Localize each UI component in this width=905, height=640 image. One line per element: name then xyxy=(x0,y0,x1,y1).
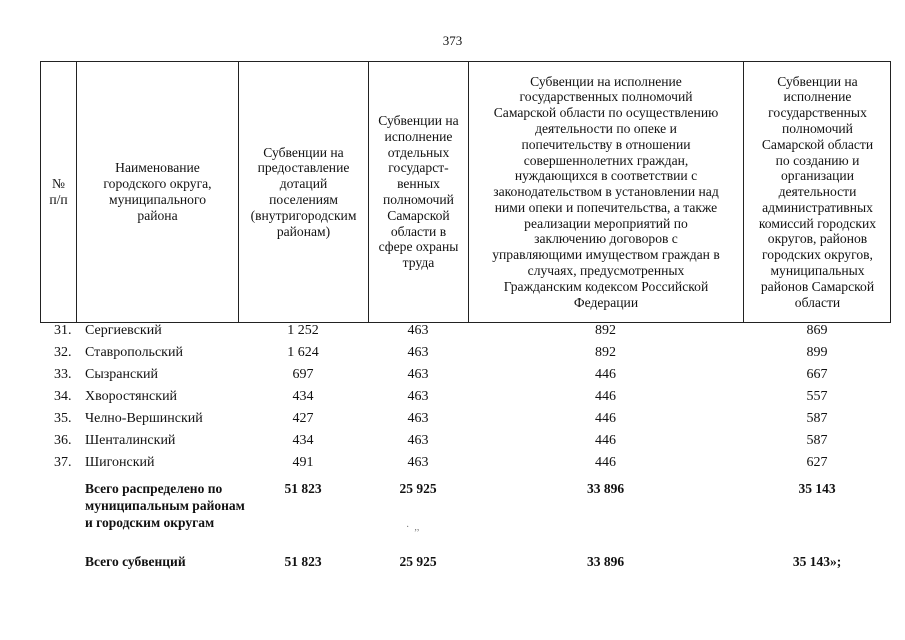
total-distributed-row xyxy=(40,480,891,548)
header-line: государст- xyxy=(388,160,449,176)
header-number xyxy=(41,62,76,322)
labor-protection-value: 463 xyxy=(407,323,429,338)
labor-protection-value: 463 xyxy=(407,389,429,404)
header-line: исполнение xyxy=(783,89,852,105)
admin-commissions-value: 587 xyxy=(806,411,828,426)
row-number: 35. xyxy=(54,411,72,426)
table-row xyxy=(40,386,891,408)
header-line: округов, районов xyxy=(767,231,868,247)
header-line: по созданию и xyxy=(775,152,860,168)
table-row xyxy=(40,320,891,342)
table-row xyxy=(40,408,891,430)
header-line: законодательством в установлении над xyxy=(493,184,719,200)
header-line: Гражданским кодексом Российской xyxy=(503,278,709,294)
header-line: нуждающихся в соответствии с xyxy=(514,168,698,184)
labor-protection-value: 463 xyxy=(407,411,429,426)
header-line: совершеннолетних граждан, xyxy=(523,152,689,168)
district-name: Шенталинский xyxy=(85,433,176,448)
district-name: Сергиевский xyxy=(85,323,162,338)
admin-commissions-value: 869 xyxy=(806,323,828,338)
header-line: государственных полномочий xyxy=(519,89,693,105)
header-line: реализации мероприятий по xyxy=(524,215,688,231)
total-labor-protection-value: 25 925 xyxy=(399,481,437,496)
header-line: Наименование xyxy=(115,160,200,176)
header-line: области xyxy=(794,294,841,310)
grants-value: 697 xyxy=(292,367,314,382)
header-name xyxy=(77,62,238,322)
admin-commissions-value: 587 xyxy=(806,433,828,448)
header-subsidies-labor-protection xyxy=(369,62,468,322)
header-line: (внутригородским xyxy=(250,207,357,223)
header-line: полномочий xyxy=(383,192,454,207)
header-line: городского округа, xyxy=(103,176,212,192)
header-line: попечительству в отношении xyxy=(521,136,691,152)
header-line: Субвенции на исполнение xyxy=(530,73,682,89)
admin-commissions-value: 557 xyxy=(806,389,828,404)
grand-total-label: Всего субвенций xyxy=(85,554,186,569)
header-line: организации xyxy=(781,168,854,184)
header-line: Самарской xyxy=(387,207,450,223)
scan-speck: · ,, xyxy=(406,522,420,533)
header-line: Самарской области xyxy=(761,136,874,152)
header-line: административных xyxy=(762,199,873,215)
header-line: заключению договоров с xyxy=(534,231,678,247)
admin-commissions-value: 627 xyxy=(806,455,828,470)
total-guardianship-value: 33 896 xyxy=(586,481,625,496)
guardianship-value: 446 xyxy=(595,389,616,404)
header-line: поселениям xyxy=(269,192,338,207)
row-number: 32. xyxy=(54,345,72,360)
header-line: венных xyxy=(397,176,440,192)
district-name: Ставропольский xyxy=(85,345,183,360)
header-line: Субвенции на xyxy=(777,73,858,89)
grand-total-row xyxy=(40,553,891,573)
header-subsidies-grants xyxy=(239,62,368,322)
header-line: Самарской области по осуществлению xyxy=(493,105,719,121)
total-admin-commissions-value: 35 143 xyxy=(798,481,836,496)
guardianship-value: 446 xyxy=(595,455,616,470)
labor-protection-value: 463 xyxy=(407,455,429,470)
row-number: 33. xyxy=(54,367,72,382)
guardianship-value: 892 xyxy=(595,345,616,360)
header-line: сфере охраны xyxy=(378,239,459,255)
district-name: Хворостянский xyxy=(85,389,178,404)
grants-value: 1 624 xyxy=(287,345,319,360)
table-row xyxy=(40,430,891,452)
total-grants-value: 51 823 xyxy=(284,481,322,496)
header-line: муниципального xyxy=(108,192,206,207)
grants-value: 434 xyxy=(292,433,314,448)
header-line: районов Самарской xyxy=(760,278,875,294)
grand-total-grants-value: 51 823 xyxy=(284,554,322,569)
header-line: района xyxy=(137,207,178,223)
header-line: районам) xyxy=(276,223,331,239)
district-name: Шигонский xyxy=(85,455,155,470)
total-distributed-label: Всего распределено по муниципальным районам и городским округам xyxy=(85,481,245,530)
header-line: труда xyxy=(402,255,435,271)
labor-protection-value: 463 xyxy=(407,345,429,360)
header-line: муниципальных xyxy=(770,263,865,279)
district-name: Челно-Вершинский xyxy=(85,411,203,426)
row-number: 36. xyxy=(54,433,72,448)
page-number: 373 xyxy=(442,33,463,48)
header-line: п/п xyxy=(49,192,68,207)
header-line: комиссий городских xyxy=(758,215,877,231)
guardianship-value: 892 xyxy=(595,323,616,338)
header-line: полномочий xyxy=(782,120,853,136)
grand-total-labor-protection-value: 25 925 xyxy=(399,554,437,569)
header-line: государственных xyxy=(768,105,867,121)
header-subsidies-guardianship xyxy=(469,62,743,322)
header-line: исполнение xyxy=(384,128,453,144)
header-line: Федерации xyxy=(573,294,639,310)
grants-value: 434 xyxy=(292,389,314,404)
labor-protection-value: 463 xyxy=(407,367,429,382)
row-number: 37. xyxy=(54,455,72,470)
header-line: ними опеки и попечительства, а также xyxy=(494,199,718,215)
header-line: Субвенции на xyxy=(263,144,344,160)
header-line: № xyxy=(52,176,65,192)
header-line: деятельности по опеке и xyxy=(535,120,677,136)
header-line: городских округов, xyxy=(762,247,873,263)
header-subsidies-admin-commissions xyxy=(744,62,891,322)
table-row xyxy=(40,452,891,474)
grand-total-admin-commissions-value: 35 143»; xyxy=(792,554,842,569)
header-line: области в xyxy=(390,223,447,239)
district-name: Сызранский xyxy=(85,367,158,382)
header-line: дотаций xyxy=(279,176,328,192)
header-line: Субвенции на xyxy=(378,113,459,129)
labor-protection-value: 463 xyxy=(407,433,429,448)
grants-value: 1 252 xyxy=(287,323,319,338)
table-header xyxy=(40,61,891,323)
header-line: отдельных xyxy=(387,144,450,160)
guardianship-value: 446 xyxy=(595,367,616,382)
guardianship-value: 446 xyxy=(595,411,616,426)
grants-value: 427 xyxy=(292,411,314,426)
guardianship-value: 446 xyxy=(595,433,616,448)
admin-commissions-value: 667 xyxy=(806,367,828,382)
header-line: случаях, предусмотренных xyxy=(527,263,685,279)
admin-commissions-value: 899 xyxy=(806,345,828,360)
row-number: 31. xyxy=(54,323,72,338)
table-row xyxy=(40,364,891,386)
header-line: деятельности xyxy=(778,184,857,200)
table-row xyxy=(40,342,891,364)
row-number: 34. xyxy=(54,389,72,404)
grants-value: 491 xyxy=(292,455,314,470)
grand-total-guardianship-value: 33 896 xyxy=(586,554,625,569)
header-line: предоставление xyxy=(257,160,350,176)
header-line: управляющими имуществом граждан в xyxy=(492,247,720,263)
